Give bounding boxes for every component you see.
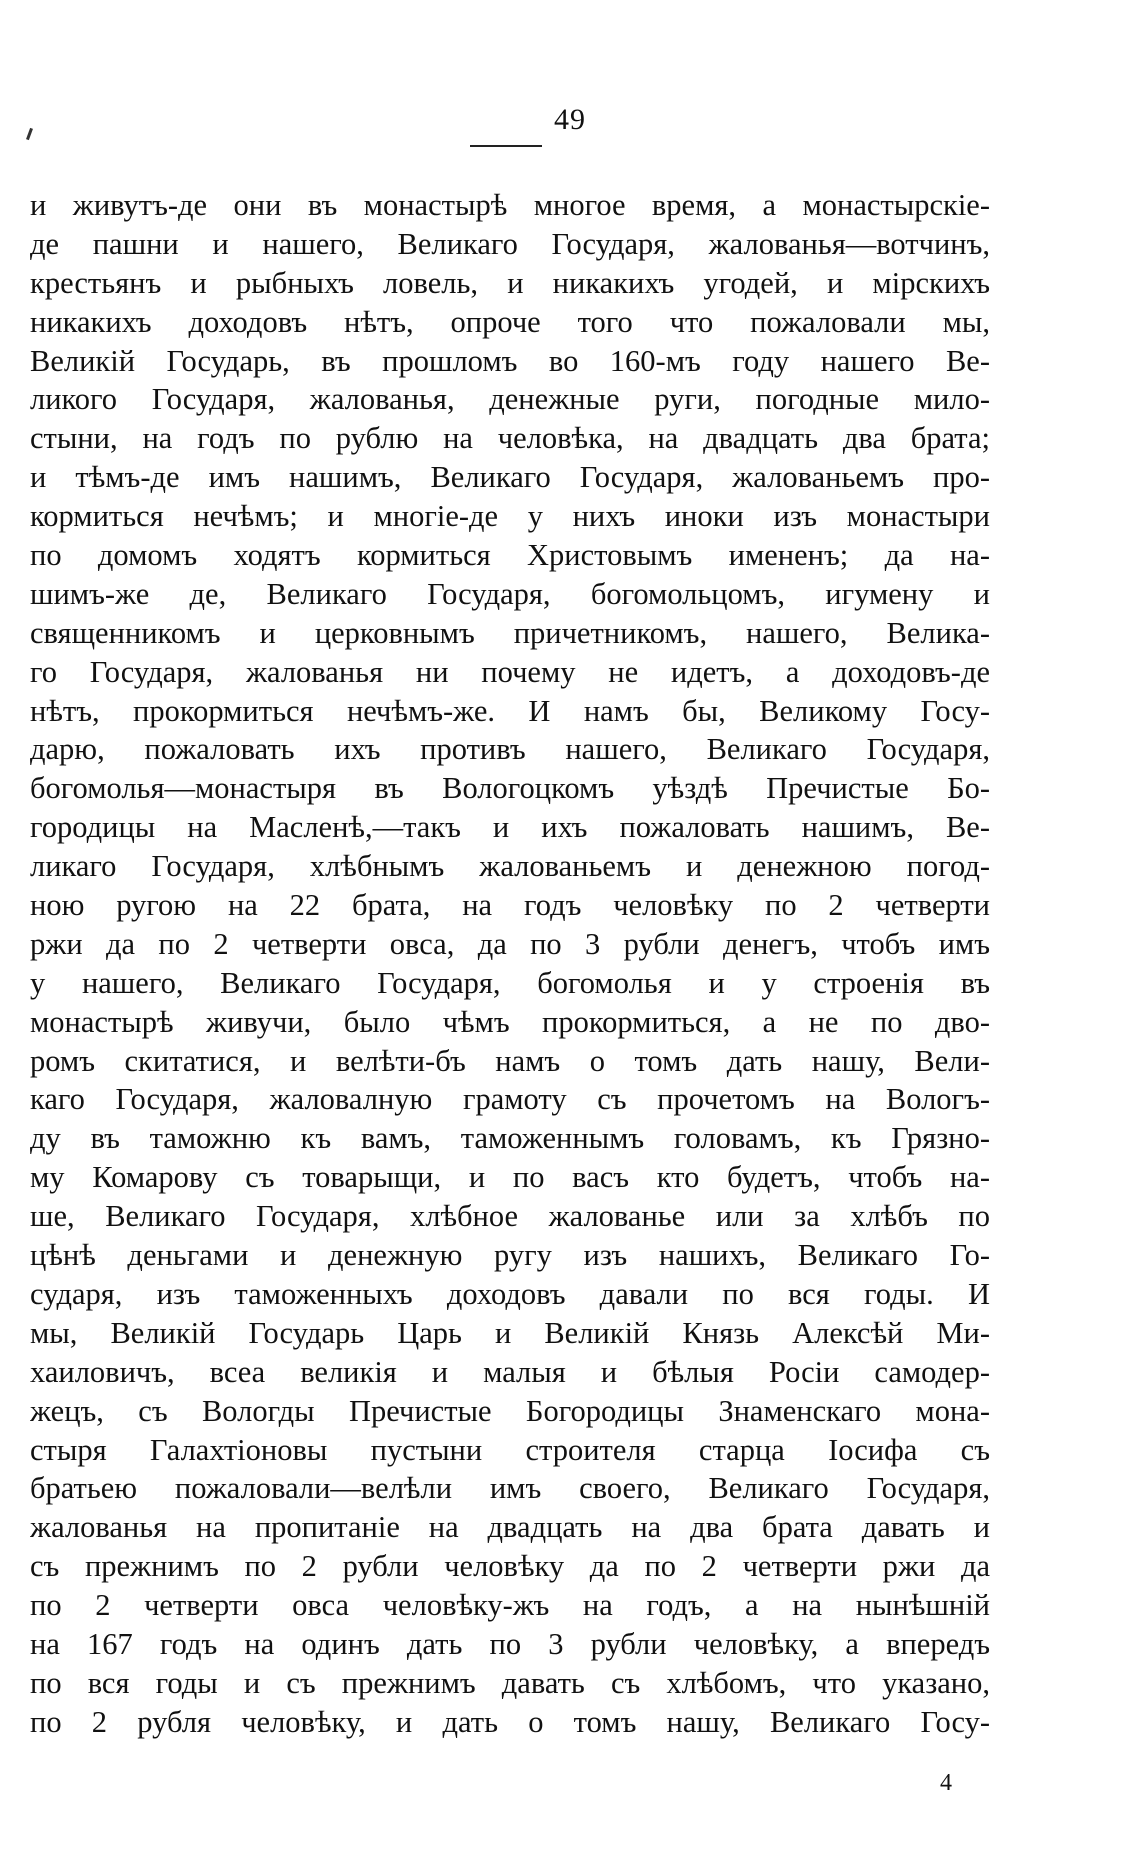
text-line: монастырѣ живучи, было чѣмъ прокормиться, а не по дво- xyxy=(30,1004,990,1039)
text-line: жецъ, съ Вологды Пречистые Богородицы Знаменскаго мона- xyxy=(30,1393,990,1428)
text-line: каго Государя, жаловалную грамоту съ прочетомъ на Вологъ- xyxy=(30,1082,990,1117)
text-line: стыни, на годъ по рублю на человѣка, на двадцать два брата; xyxy=(30,421,990,456)
text-line: мы, Великій Государь Царь и Великій Князь Алексѣй Ми- xyxy=(30,1315,990,1350)
text-line: братьею пожаловали—велѣли имъ своего, Великаго Государя, xyxy=(30,1471,990,1506)
text-line: ромъ скитатися, и велѣти-бъ намъ о томъ дать нашу, Вели- xyxy=(30,1043,990,1078)
text-line: богомолья—монастыря въ Вологоцкомъ уѣздѣ Пречистые Бо- xyxy=(30,771,990,806)
text-line: ржи да по 2 четверти овса, да по 3 рубли денегъ, чтобъ имъ xyxy=(30,926,990,961)
body-text xyxy=(30,186,990,1742)
text-line: по домомъ ходятъ кормиться Христовымъ имененъ; да на- xyxy=(30,538,990,573)
text-line: и тѣмъ-де имъ нашимъ, Великаго Государя, жалованьемъ про- xyxy=(30,460,990,495)
text-line: дарю, пожаловать ихъ противъ нашего, Великаго Государя, xyxy=(30,732,990,767)
text-line: съ прежнимъ по 2 рубли человѣку да по 2 четверти ржи да xyxy=(30,1549,990,1584)
text-line: ликого Государя, жалованья, денежные руги, погодные мило- xyxy=(30,382,990,417)
text-line: и живутъ-де они въ монастырѣ многое время, а монастырскіе- xyxy=(30,188,990,222)
text-line: сударя, изъ таможенныхъ доходовъ давали по вся годы. И xyxy=(30,1276,990,1311)
page-number: 49 xyxy=(554,103,586,136)
text-line: священникомъ и церковнымъ причетникомъ, нашего, Велика- xyxy=(30,615,990,650)
text-line: го Государя, жалованья ни почему не идетъ, а доходовъ-де xyxy=(30,654,990,689)
text-line: ше, Великаго Государя, хлѣбное жалованье или за хлѣбъ по xyxy=(30,1199,990,1234)
text-line: никакихъ доходовъ нѣтъ, опроче того что пожаловали мы, xyxy=(30,304,990,339)
text-line: кормиться нечѣмъ; и многіе-де у нихъ иноки изъ монастыри xyxy=(30,499,990,534)
text-line: ду въ таможню къ вамъ, таможеннымъ головамъ, къ Грязно- xyxy=(30,1121,990,1156)
text-line: городицы на Масленѣ,—такъ и ихъ пожаловать нашимъ, Ве- xyxy=(30,810,990,845)
text-line: шимъ-же де, Великаго Государя, богомольцомъ, игумену и xyxy=(30,576,990,611)
text-line: Великій Государь, въ прошломъ во 160-мъ году нашего Ве- xyxy=(30,343,990,378)
printer-signature-mark: 4 xyxy=(940,1770,952,1796)
text-line: по вся годы и съ прежнимъ давать съ хлѣбомъ, что указано, xyxy=(30,1665,990,1700)
text-line: стыря Галахтіоновы пустыни строителя старца Іосифа съ xyxy=(30,1432,990,1467)
page-number-rule xyxy=(470,145,542,147)
text-line: у нашего, Великаго Государя, богомолья и у строенія въ xyxy=(30,965,990,1000)
text-line: нѣтъ, прокормиться нечѣмъ-же. И намъ бы, Великому Госу- xyxy=(30,693,990,728)
text-line: хаиловичъ, всеа великія и малыя и бѣлыя Росіи самодер- xyxy=(30,1354,990,1389)
text-line: ною ругою на 22 брата, на годъ человѣку по 2 четверти xyxy=(30,888,990,923)
text-line: ликаго Государя, хлѣбнымъ жалованьемъ и денежною погод- xyxy=(30,849,990,884)
text-line: по 2 четверти овса человѣку-жъ на годъ, а на нынѣшній xyxy=(30,1588,990,1623)
text-line: му Комарову съ товарыщи, и по васъ кто будетъ, чтобъ на- xyxy=(30,1160,990,1195)
text-line: цѣнѣ деньгами и денежную ругу изъ нашихъ, Великаго Го- xyxy=(30,1238,990,1273)
text-line: по 2 рубля человѣку, и дать о томъ нашу, Великаго Госу- xyxy=(30,1704,990,1739)
text-line: де пашни и нашего, Великаго Государя, жалованья—вотчинъ, xyxy=(30,226,990,261)
text-line: жалованья на пропитаніе на двадцать на два брата давать и xyxy=(30,1510,990,1545)
text-line: крестьянъ и рыбныхъ ловель, и никакихъ угодей, и мірскихъ xyxy=(30,265,990,300)
text-line: на 167 годъ на одинъ дать по 3 рубли человѣку, а впередъ xyxy=(30,1626,990,1661)
